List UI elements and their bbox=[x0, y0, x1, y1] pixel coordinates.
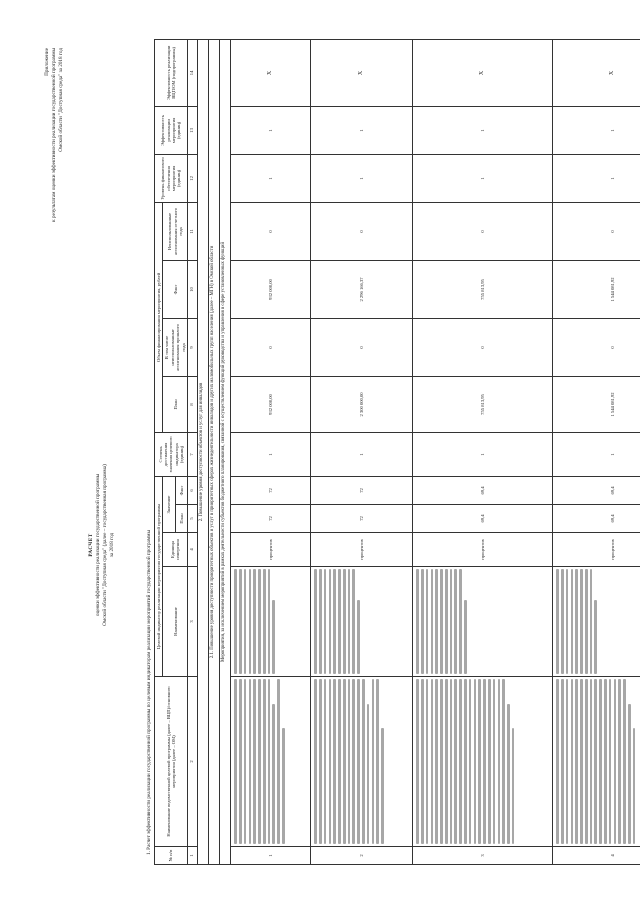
fact-cell: 72 bbox=[231, 476, 311, 504]
efficiency-cell: 1 bbox=[553, 106, 640, 154]
col-header: План bbox=[175, 505, 187, 533]
degree-cell: 1 bbox=[413, 432, 553, 476]
col-number: 6 bbox=[188, 476, 198, 504]
appendix-line: Приложение bbox=[44, 48, 50, 76]
col-number: 5 bbox=[188, 505, 198, 533]
funding-fact-cell: 1 544 081,92 bbox=[553, 260, 640, 318]
col-header: Наименование bbox=[163, 567, 188, 677]
row-number: 3 bbox=[413, 847, 553, 865]
funding-unused-cell: 0 bbox=[413, 202, 553, 260]
col-header: Неиспользованные ассигнования отчетного года bbox=[163, 202, 188, 260]
col-number: 3 bbox=[188, 567, 198, 677]
measure-name-text bbox=[311, 677, 413, 847]
level-cell: 1 bbox=[553, 154, 640, 202]
funding-plan-cell: 1 544 081,92 bbox=[553, 376, 640, 432]
col-header: Эффективность реализации мероприятия (единиц) bbox=[155, 106, 188, 154]
row-number: 4 bbox=[553, 847, 640, 865]
title-line: Омской области "Доступная среда" (далее – государственная программа) bbox=[102, 464, 108, 626]
appendix-header bbox=[44, 48, 65, 348]
col-number: 2 bbox=[188, 677, 198, 847]
col-header: Факт bbox=[163, 260, 188, 318]
measure-name-text bbox=[231, 677, 311, 847]
col-number: 14 bbox=[188, 39, 198, 106]
unit-cell: процентов bbox=[311, 533, 413, 567]
degree-cell: 1 bbox=[231, 432, 311, 476]
table-row bbox=[553, 39, 640, 864]
table-row bbox=[231, 39, 311, 864]
col-number: 9 bbox=[188, 318, 198, 376]
plan-cell: 72 bbox=[311, 505, 413, 533]
title-line: оценки эффективности реализации государственной программы bbox=[95, 473, 101, 617]
table-header-row bbox=[155, 39, 163, 864]
col-header: № п/п bbox=[155, 847, 188, 865]
measure-header: Мероприятия, за исключением мероприятий в рамках деятельности субъектов бюджетного планирования, связанной с осуществлением функций руководства и управления в сфере установленных функций bbox=[220, 39, 231, 864]
funding-prev-cell: 0 bbox=[311, 318, 413, 376]
level-cell: 1 bbox=[311, 154, 413, 202]
efficiency-cell: 1 bbox=[413, 106, 553, 154]
title-line: за 2018 год bbox=[109, 532, 115, 558]
unit-cell: процентов bbox=[231, 533, 311, 567]
fact-cell: 69,4 bbox=[553, 476, 640, 504]
funding-fact-cell: 2 296 166,37 bbox=[311, 260, 413, 318]
rotated-landscape-sheet bbox=[40, 40, 630, 865]
funding-fact-cell: 755 813,95 bbox=[413, 260, 553, 318]
funding-unused-cell: 0 bbox=[553, 202, 640, 260]
column-numbers-row bbox=[188, 39, 198, 864]
indicator-name-text bbox=[553, 567, 640, 677]
fact-cell: 72 bbox=[311, 476, 413, 504]
unit-cell: процентов bbox=[413, 533, 553, 567]
indicator-name-text bbox=[413, 567, 553, 677]
col-header: Наименование ведомственной целевой программы (далее – ВЦП)/основного мероприятия (далее – ОМ) bbox=[155, 677, 188, 847]
table-row bbox=[311, 39, 413, 864]
measure-name-text bbox=[553, 677, 640, 847]
col-number: 8 bbox=[188, 376, 198, 432]
vcp-efficiency-cell: X bbox=[311, 39, 413, 106]
col-header: План bbox=[163, 376, 188, 432]
appendix-line: к результатам оценки эффективности реализации государственной программы bbox=[51, 48, 57, 222]
col-number: 12 bbox=[188, 154, 198, 202]
subprogram-title: 2. Повышение уровня доступности объектов и услуг для инвалидов bbox=[198, 39, 209, 864]
funding-prev-cell: 0 bbox=[553, 318, 640, 376]
plan-cell: 72 bbox=[231, 505, 311, 533]
measure-name-text bbox=[413, 677, 553, 847]
row-number: 1 bbox=[231, 847, 311, 865]
subprogram-row bbox=[198, 39, 209, 864]
col-number: 1 bbox=[188, 847, 198, 865]
efficiency-cell: 1 bbox=[231, 106, 311, 154]
vcp-efficiency-cell: X bbox=[413, 39, 553, 106]
funding-plan-cell: 755 813,95 bbox=[413, 376, 553, 432]
measure-header-row bbox=[220, 39, 231, 864]
funding-fact-cell: 932 000,00 bbox=[231, 260, 311, 318]
plan-cell: 69,4 bbox=[553, 505, 640, 533]
col-number: 7 bbox=[188, 432, 198, 476]
col-header: В том числе неиспользованные ассигнования прошлого года bbox=[163, 318, 188, 376]
section-heading: 1. Расчет эффективности реализации государственной программы по целевым индикаторам реализации мероприятий государственной программы bbox=[146, 530, 152, 855]
efficiency-cell: 1 bbox=[311, 106, 413, 154]
indicator-name-text bbox=[231, 567, 311, 677]
funding-plan-cell: 932 000,00 bbox=[231, 376, 311, 432]
funding-prev-cell: 0 bbox=[413, 318, 553, 376]
col-header: Эффективность реализации ВЦП/ОМ (подпрограммы) bbox=[155, 39, 188, 106]
col-number: 13 bbox=[188, 106, 198, 154]
appendix-line: Омской области "Доступная среда" за 2018 год bbox=[58, 48, 64, 152]
level-cell: 1 bbox=[231, 154, 311, 202]
col-header: Значение bbox=[163, 476, 175, 532]
indicator-name-text bbox=[311, 567, 413, 677]
col-header: Объем финансирования мероприятия, рублей bbox=[155, 202, 163, 432]
document-title bbox=[88, 335, 116, 755]
vcp-efficiency-cell: X bbox=[231, 39, 311, 106]
om-row bbox=[209, 39, 220, 864]
col-number: 10 bbox=[188, 260, 198, 318]
funding-plan-cell: 2 300 000,00 bbox=[311, 376, 413, 432]
col-header: Степень достижения значения целевого индикатора (единиц) bbox=[155, 432, 188, 476]
degree-cell: 1 bbox=[311, 432, 413, 476]
funding-unused-cell: 0 bbox=[231, 202, 311, 260]
fact-cell: 69,4 bbox=[413, 476, 553, 504]
col-header: Целевой индикатор реализации мероприятия государственной программы bbox=[155, 476, 163, 676]
col-header: Факт bbox=[175, 476, 187, 504]
title-line: РАСЧЕТ bbox=[88, 533, 94, 557]
evaluation-table bbox=[154, 39, 640, 865]
table-row bbox=[413, 39, 553, 864]
col-number: 4 bbox=[188, 533, 198, 567]
row-number: 2 bbox=[311, 847, 413, 865]
col-number: 11 bbox=[188, 202, 198, 260]
unit-cell: процентов bbox=[553, 533, 640, 567]
degree-cell: 1 bbox=[553, 432, 640, 476]
level-cell: 1 bbox=[413, 154, 553, 202]
col-header: Уровень финансового обеспечения мероприятия (единиц) bbox=[155, 154, 188, 202]
plan-cell: 69,4 bbox=[413, 505, 553, 533]
vcp-efficiency-cell: X bbox=[553, 39, 640, 106]
col-header: Единица измерения bbox=[163, 533, 188, 567]
funding-unused-cell: 0 bbox=[311, 202, 413, 260]
funding-prev-cell: 0 bbox=[231, 318, 311, 376]
om-title: 2.1. Повышение уровня доступности приоритетных объектов и услуг в приоритетных сферах жизнедеятельности инвалидов и других маломобильных групп населения (далее – МГН) в Омской области bbox=[209, 39, 220, 864]
